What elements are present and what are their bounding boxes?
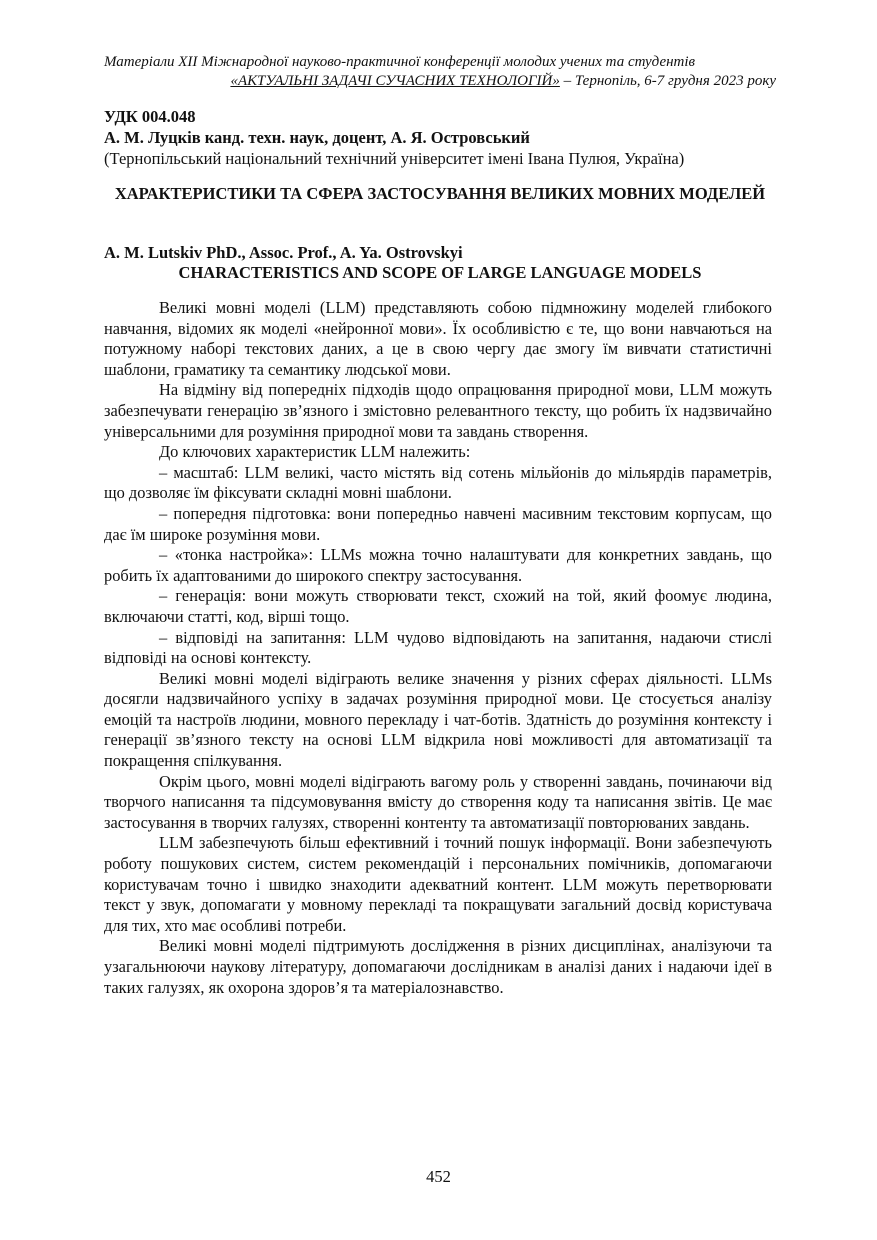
header-proceedings-line: Матеріали XII Міжнародної науково-практичної конференції молодих учених та студентів	[104, 54, 696, 70]
list-item: – масштаб: LLM великі, часто містять від сотень мільйонів до мільярдів параметрів, що дозволяє їм фіксувати складні мовні шаблони.	[104, 462, 772, 503]
list-item: – генерація: вони можуть створювати текст, схожий на той, який фоомує людина, включаючи статті, код, вірші тощо.	[104, 586, 772, 626]
paragraph: До ключових характеристик LLM належить:	[159, 442, 471, 462]
paragraph: Великі мовні моделі (LLM) представляють собою підмножину моделей глибокого навчання, відомих як моделі «нейронної мови». Їх особливістю є те, що вони навчаються на потужному наборі текстових даних, а це в свою чергу дає змогу їм вивчати статистичні шаблони, граматику та семантику людської мови.	[104, 298, 772, 379]
title-ukrainian: ХАРАКТЕРИСТИКИ ТА СФЕРА ЗАСТОСУВАННЯ ВЕЛИКИХ МОВНИХ МОДЕЛЕЙ	[114, 184, 766, 203]
paragraph: Окрім цього, мовні моделі відіграють вагому роль у створенні завдань, починаючи від творчого написання та підсумовування вмісту до створення коду та написання звітів. Це має застосування в творчих галузях, створенні контенту та автоматизації повторюваних завдань.	[104, 771, 772, 832]
authors-ukrainian: А. М. Луцків канд. техн. наук, доцент, А. Я. Островський	[104, 128, 530, 147]
list-item: – відповіді на запитання: LLM чудово відповідають на запитання, надаючи стислі відповіді на основі контексту.	[104, 627, 772, 668]
header-place-date: – Тернопіль, 6-7 грудня 2023 року	[559, 73, 776, 89]
running-header	[104, 53, 776, 91]
paragraph: Великі мовні моделі підтримують дослідження в різних дисциплінах, аналізуючи та узагальнюючи наукову літературу, допомагаючи дослідникам в аналізі даних і надаючи ідеї в таких галузях, як охорона здоров’я та матеріалознавство.	[104, 936, 772, 997]
affiliation: (Тернопільський національний технічний університет імені Івана Пулюя, Україна)	[104, 149, 685, 168]
paragraph: LLM забезпечують більш ефективний і точний пошук інформації. Вони забезпечують роботу пошукових систем, систем рекомендацій і персональних помічників, допомагаючи користувачам точно і швидко знаходити адекватний контент. LLM можуть перетворювати текст у звук, допомагати у мовному перекладі та покращувати загальний досвід користувача для тих, хто має особливі потреби.	[104, 833, 772, 935]
english-heading	[104, 243, 776, 283]
paragraph: Великі мовні моделі відіграють велике значення у різних сферах діяльності. LLMs досягли надзвичайного успіху в задачах розуміння природної мови. Це стосується аналізу емоцій та настроїв людини, мовного перекладу і чат-ботів. Здатність до розуміння контексту і генерації зв’язного тексту на основі LLM відкрила нові можливості для автоматизації та покращення спілкування.	[104, 668, 772, 771]
article-meta	[104, 106, 776, 169]
list-item: – попередня підготовка: вони попередньо навчені масивним текстовим корпусам, що дає їм широке розуміння мови.	[104, 503, 772, 544]
list-item: – «тонка настройка»: LLMs можна точно налаштувати для конкретних завдань, що робить їх адаптованими до широкого спектру застосування.	[104, 545, 772, 585]
article-body	[104, 298, 772, 998]
title-english: CHARACTERISTICS AND SCOPE OF LARGE LANGUAGE MODELS	[178, 263, 702, 282]
header-conference-name: «АКТУАЛЬНІ ЗАДАЧІ СУЧАСНИХ ТЕХНОЛОГІЙ»	[230, 73, 560, 89]
page-number: 452	[426, 1167, 451, 1186]
udk-code: УДК 004.048	[104, 107, 196, 126]
header-conference-line	[104, 72, 776, 91]
paragraph: На відміну від попередніх підходів щодо опрацювання природної мови, LLM можуть забезпечувати генерацію зв’язного і змістовно релевантного тексту, що робить їх надзвичайно універсальними для розуміння природної мови та завдань створення.	[104, 380, 772, 441]
authors-english: A. M. Lutskiv PhD., Assoc. Prof., A. Ya. Ostrovskyi	[104, 243, 463, 262]
